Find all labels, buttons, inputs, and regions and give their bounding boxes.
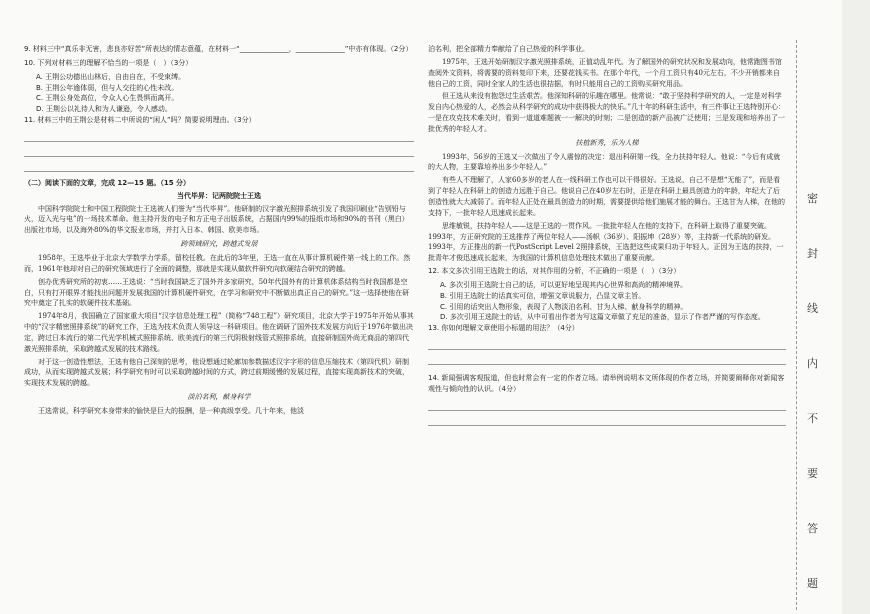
article-paragraph: 1975年，王选开始研制汉字激光照排系统，正值动乱年代。为了解国外的研究状况和发展动向，他常跑图书馆查阅外文资料，将需要的资料复印下来，还要花钱买书。在那个年代，一个月工资只有40元左右，不少开销都来自他自己的工资，同时全家人的生活也很拮据，有时只能用自己的工资购买研究用品。 xyxy=(428,57,782,88)
article-paragraph: 1974年8月，我国确立了国家重大项目“汉字信息处理工程”（简称“748工程”）研究项目，北京大学于1975年开始从事其中的“汉字精密照排系统”的研究工作，王选为技术负责人领导这一科研项目。他在调研了国外技术发展方向后于1976年做出决定，跨过日本流行的第二代光学机械式照排系统、欧美流行的第三代阴极射线管式照排系统，直接研制国外尚无商品的第四代激光照排系统，采取跨越式发展的技术路线。 xyxy=(24,312,414,353)
seal-label: 封 xyxy=(807,247,818,260)
q12-option-a: A. 多次引用王选院士自己的话，可以更好地呈现其内心世界和高尚的精神境界。 xyxy=(440,280,688,289)
answer-line xyxy=(428,413,786,426)
article-paragraph: 有些人不理解了，人家60多岁的老人在一线科研工作也可以干得很好。王选说，自己不是想“无能了”，而是看到了年轻人在科研上的创造力远胜于自己。他说自己在40岁左右时，正是在科研上最具创造力的年龄，年纪大了后创造性就大大减弱了。而年轻人正处在最具创造力的时期，需要提供给他们施展才能的舞台。王选甘为人梯，在他的支持下，一批年轻人迅速成长起来。 xyxy=(428,176,785,217)
left-column xyxy=(24,44,414,419)
article-subheading: 扶植新秀，乐为人梯 xyxy=(575,138,639,147)
q12-option-b: B. 引用王选院士的话真实可信，增强文章说服力，凸显文章主旨。 xyxy=(440,291,646,300)
seal-label: 答 xyxy=(807,522,818,535)
article-paragraph: 对于这一创造性想法，王选有他自己深刻的思考，他设想通过轮廓加参数描述汉字字形的信息压缩技术（第四代机）研制成功，从而实现跨越式发展；科学研究有时可以采取跨越时间的方式，跨过前期缓慢的发展过程，直接实现高新技术的突破，实现技术发展的跨越。 xyxy=(24,357,409,388)
article-title: 当代毕昇：记两院院士王选 xyxy=(177,191,261,200)
seal-label: 不 xyxy=(807,412,818,425)
article-paragraph: 王选常说，科学研究本身带来的愉快是巨大的报酬，是一种高级享受。几十年来，他淡 xyxy=(38,406,304,415)
question-10: 10. 下列对材料三的理解不恰当的一项是（ ）（3分） xyxy=(24,58,193,67)
article-paragraph: 1958年，王选毕业于北京大学数学力学系，留校任教。在此后的3年里，王选一直在从事计算机硬件第一线上的工作。然而，1961年他却对自己的研究领域进行了全面的调整，那就是实现从做软件研究向软硬结合研究的跨越。 xyxy=(24,253,411,273)
question-13: 13. 你如何理解文章使用小标题的用法？（4分） xyxy=(428,324,579,333)
seal-label: 密 xyxy=(807,192,818,205)
article-paragraph: 1993年，56岁的王选又一次做出了令人震惊的决定：退出科研第一线，全力扶持年轻人。他说：“今后有成就的大人物，主要靠培养出多少年轻人。” xyxy=(428,152,781,172)
article-paragraph: 但王选从来没有抱怨过生活艰苦。他深知科研的乐趣在哪里。他常说：“敢于坚持科学研究的人，一定是对科学发自内心热爱的人，必然会从科学研究的成功中获得极大的快乐。”几十年的科研生活中，有三件事让王选特别开心：一是在攻克技术难关时，看到一道道难题被一一解决的时刻；二是创造的新产品被广泛使用；三是发现和培养出了一批优秀的年轻人才。 xyxy=(428,92,786,133)
q12-option-c: C. 引用的话突出人物形象，表现了人物淡泊名利、甘为人梯、献身科学的精神。 xyxy=(440,302,688,311)
question-11: 11. 材料三中的王荆公是材料二中所说的“闲人”吗？简要说明理由。（3分） xyxy=(24,116,256,125)
q10-option-d: D. 王荆公以礼待人和为人谦逊，令人感动。 xyxy=(36,105,172,114)
article-subheading: 淡泊名利，献身科学 xyxy=(187,393,251,402)
right-column xyxy=(428,44,786,426)
question-14: 14. 新闻强调客观报道，但也时常会有一定的作者立场。请举例说明本文所体现的作者立场，并简要阐释你对新闻客观性与倾向性的认识。（4分） xyxy=(428,374,785,393)
article-subheading: 跨领域研究，跨越式发展 xyxy=(180,240,258,249)
question-9: 9. 材料三中“真乐非无害，悲良亦好苦”所表达的情志意蕴，在材料一“______________，______________”中亦有体现。（2分） xyxy=(24,45,413,53)
q10-option-c: C. 王荆公身处高位，令众人心生畏惧而离开。 xyxy=(36,94,179,103)
q10-option-a: A. 王荆公功德出山林后，自由自在，不受束缚。 xyxy=(36,72,186,81)
seal-label: 要 xyxy=(807,467,818,480)
q10-option-b: B. 王荆公年逾体弱，但与人交往的心性未改。 xyxy=(36,83,179,92)
article-paragraph: 中国科学院院士和中国工程院院士王选被人们誉为“当代毕昇”。他研制的汉字激光照排系统引发了我国印刷业“告别铅与火，迈入光与电”的一场技术革命。他主持开发的电子和方正电子出版系统，占据国内99%的报纸市场和90%的书刊（黑白）出版社市场，以及海外80%的华文报业市场，并打入日本、韩国、欧美市场。 xyxy=(24,204,409,235)
article-paragraph: 泊名利，把全部精力奉献给了自己热爱的科学事业。 xyxy=(428,45,589,53)
answer-line xyxy=(24,159,414,172)
answer-line xyxy=(24,129,414,142)
article-paragraph: 思维敏锐，扶持年轻人——这是王选的一贯作风。一批批年轻人在他的支持下，在科研上取得了重要突破。1993年，方正研究院的王选推荐了两位年轻人——汤帜（36岁）、阳振坤（28岁）等，主持新一代系统的研发。1993年，方正推出的新一代PostScript Level 2照排系统，王选把这些成果归功于年轻人。正因为王选的扶持，一批青年才俊迅速成长起来，为我国的计算机信息处理技术做出了重要贡献。 xyxy=(428,221,784,263)
seal-label: 题 xyxy=(807,577,818,590)
answer-line xyxy=(428,337,786,350)
article-paragraph: 创办优秀研究所的初衷……王选说：“当时我国缺乏了国外并多家研究，50年代国外有的计算机体系结构当时我国都是空白，只有打开眼界才能找出问题并发展我国的计算机硬件研究，在学习和研究中不断做出真正自己的研究。”这一选择使他在研究中奠定了扎实的软硬件技术基础。 xyxy=(24,277,410,308)
answer-line xyxy=(428,352,786,365)
section-heading: （二）阅读下面的文章，完成 12—15 题。（15 分） xyxy=(24,178,191,187)
answer-line xyxy=(24,144,414,157)
q12-option-d: D. 多次引用王选院士的话，从中可看出作者为写这篇文章做了充足的准备，显示了作者严谨的写作态度。 xyxy=(440,313,765,322)
answer-line xyxy=(428,398,786,411)
seal-label: 内 xyxy=(807,357,818,370)
seal-label: 线 xyxy=(807,302,818,315)
question-12: 12. 本文多次引用王选院士的话，对其作用的分析，不正确的一项是（ ）（3分） xyxy=(428,267,681,276)
seal-line-margin xyxy=(796,40,833,610)
scan-edge xyxy=(842,0,870,614)
